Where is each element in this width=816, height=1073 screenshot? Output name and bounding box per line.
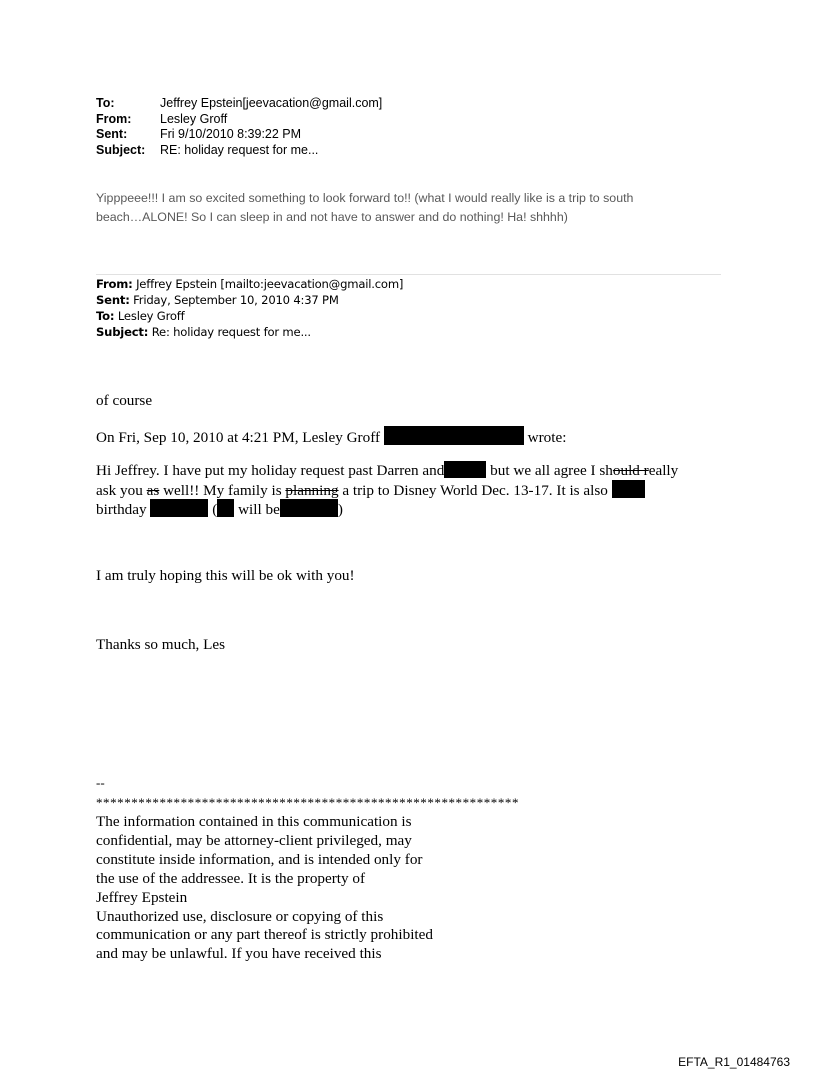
request-l1-text-a: Hi Jeffrey. I have put my holiday request past Darren and bbox=[96, 462, 445, 479]
header-to-label: To: bbox=[96, 96, 115, 110]
request-l2-text-a: ask you bbox=[96, 482, 147, 499]
request-l1-text-c: ould r bbox=[612, 462, 649, 479]
quoted-from-row bbox=[96, 276, 403, 292]
message-divider bbox=[96, 274, 721, 275]
quoted-subject-value: Re: holiday request for me... bbox=[148, 325, 311, 339]
request-line-1 bbox=[96, 461, 678, 479]
reply-line-1: Yipppeee!!! I am so excited something to look forward to!! (what I would really like is a trip to south bbox=[96, 191, 634, 205]
reply-message bbox=[96, 189, 736, 227]
body-reply-text: of course bbox=[96, 392, 153, 409]
body-hope: I am truly hoping this will be ok with you! bbox=[96, 567, 355, 584]
redaction-box bbox=[150, 499, 208, 517]
header-from-row bbox=[96, 112, 382, 128]
header-sent-label: Sent: bbox=[96, 127, 128, 141]
header-from-value: Lesley Groff bbox=[160, 111, 228, 126]
disclaimer-line: the use of the addressee. It is the property of bbox=[96, 869, 366, 887]
body-thanks: Thanks so much, Les bbox=[96, 636, 226, 653]
body-attribution bbox=[96, 426, 566, 446]
header-subject-label: Subject: bbox=[96, 142, 146, 157]
request-l2-text-c: well!! My family is bbox=[159, 482, 286, 499]
disclaimer-line: constitute inside information, and is intended only for bbox=[96, 850, 423, 868]
disclaimer-line: communication or any part thereof is strictly prohibited bbox=[96, 926, 433, 944]
quoted-sent-row bbox=[96, 292, 403, 308]
request-l3-text-a: birthday bbox=[96, 501, 151, 518]
quoted-header bbox=[96, 276, 403, 340]
header-sent-row bbox=[96, 127, 382, 143]
signature-dashes: -- bbox=[96, 775, 105, 790]
disclaimer bbox=[96, 813, 433, 964]
header-subject-row bbox=[96, 143, 382, 159]
disclaimer-line: Jeffrey Epstein bbox=[96, 888, 188, 906]
disclaimer-line: and may be unlawful. If you have received this bbox=[96, 945, 382, 963]
reply-line-2: beach…ALONE! So I can sleep in and not have to answer and do nothing! Ha! shhhh) bbox=[96, 210, 568, 224]
request-l2-text-e: a trip to Disney World Dec. 13-17. It is also bbox=[338, 482, 608, 499]
quoted-to-row bbox=[96, 308, 403, 324]
quoted-sent-label: Sent: bbox=[96, 293, 130, 307]
header-subject-value: RE: holiday request for me... bbox=[160, 142, 319, 157]
redaction-box bbox=[384, 426, 524, 445]
quoted-subject-label: Subject: bbox=[96, 325, 149, 339]
signature-stars: ************************************************************ bbox=[96, 795, 519, 810]
redaction-box bbox=[444, 461, 486, 478]
quoted-sent-value: Friday, September 10, 2010 4:37 PM bbox=[129, 293, 339, 307]
request-l3-text-c: will be bbox=[234, 501, 280, 518]
header-from-label: From: bbox=[96, 111, 132, 126]
request-l2-text-d: planning bbox=[285, 482, 339, 499]
request-l1-text-d: eally bbox=[648, 462, 679, 479]
quoted-subject-row bbox=[96, 324, 403, 340]
attribution-post: wrote: bbox=[523, 429, 567, 446]
quoted-to-label: To: bbox=[96, 309, 115, 323]
header-to-row bbox=[96, 96, 382, 112]
request-l3-text-b: ( bbox=[208, 501, 218, 518]
attribution-pre: On Fri, Sep 10, 2010 at 4:21 PM, Lesley Groff bbox=[96, 429, 384, 446]
request-l2-text-b: as bbox=[146, 482, 160, 499]
quoted-to-value: Lesley Groff bbox=[114, 309, 185, 323]
request-line-3 bbox=[96, 499, 343, 518]
document-id: EFTA_R1_01484763 bbox=[678, 1055, 790, 1069]
redaction-box bbox=[280, 499, 338, 517]
disclaimer-line: confidential, may be attorney-client privileged, may bbox=[96, 831, 412, 849]
redaction-box bbox=[612, 480, 645, 498]
redaction-box bbox=[217, 499, 234, 517]
email-header bbox=[96, 96, 382, 158]
request-l3-text-d: ) bbox=[337, 501, 343, 518]
disclaimer-line: Unauthorized use, disclosure or copying of this bbox=[96, 907, 384, 925]
header-sent-value: Fri 9/10/2010 8:39:22 PM bbox=[160, 127, 302, 141]
request-l1-text-b: but we all agree I sh bbox=[486, 462, 613, 479]
header-to-value: Jeffrey Epstein[jeevacation@gmail.com] bbox=[160, 96, 383, 110]
disclaimer-line: The information contained in this communication is bbox=[96, 813, 412, 830]
request-line-2 bbox=[96, 480, 645, 499]
quoted-from-label: From: bbox=[96, 277, 133, 291]
quoted-from-value: Jeffrey Epstein [mailto:jeevacation@gmail.com] bbox=[132, 277, 404, 291]
